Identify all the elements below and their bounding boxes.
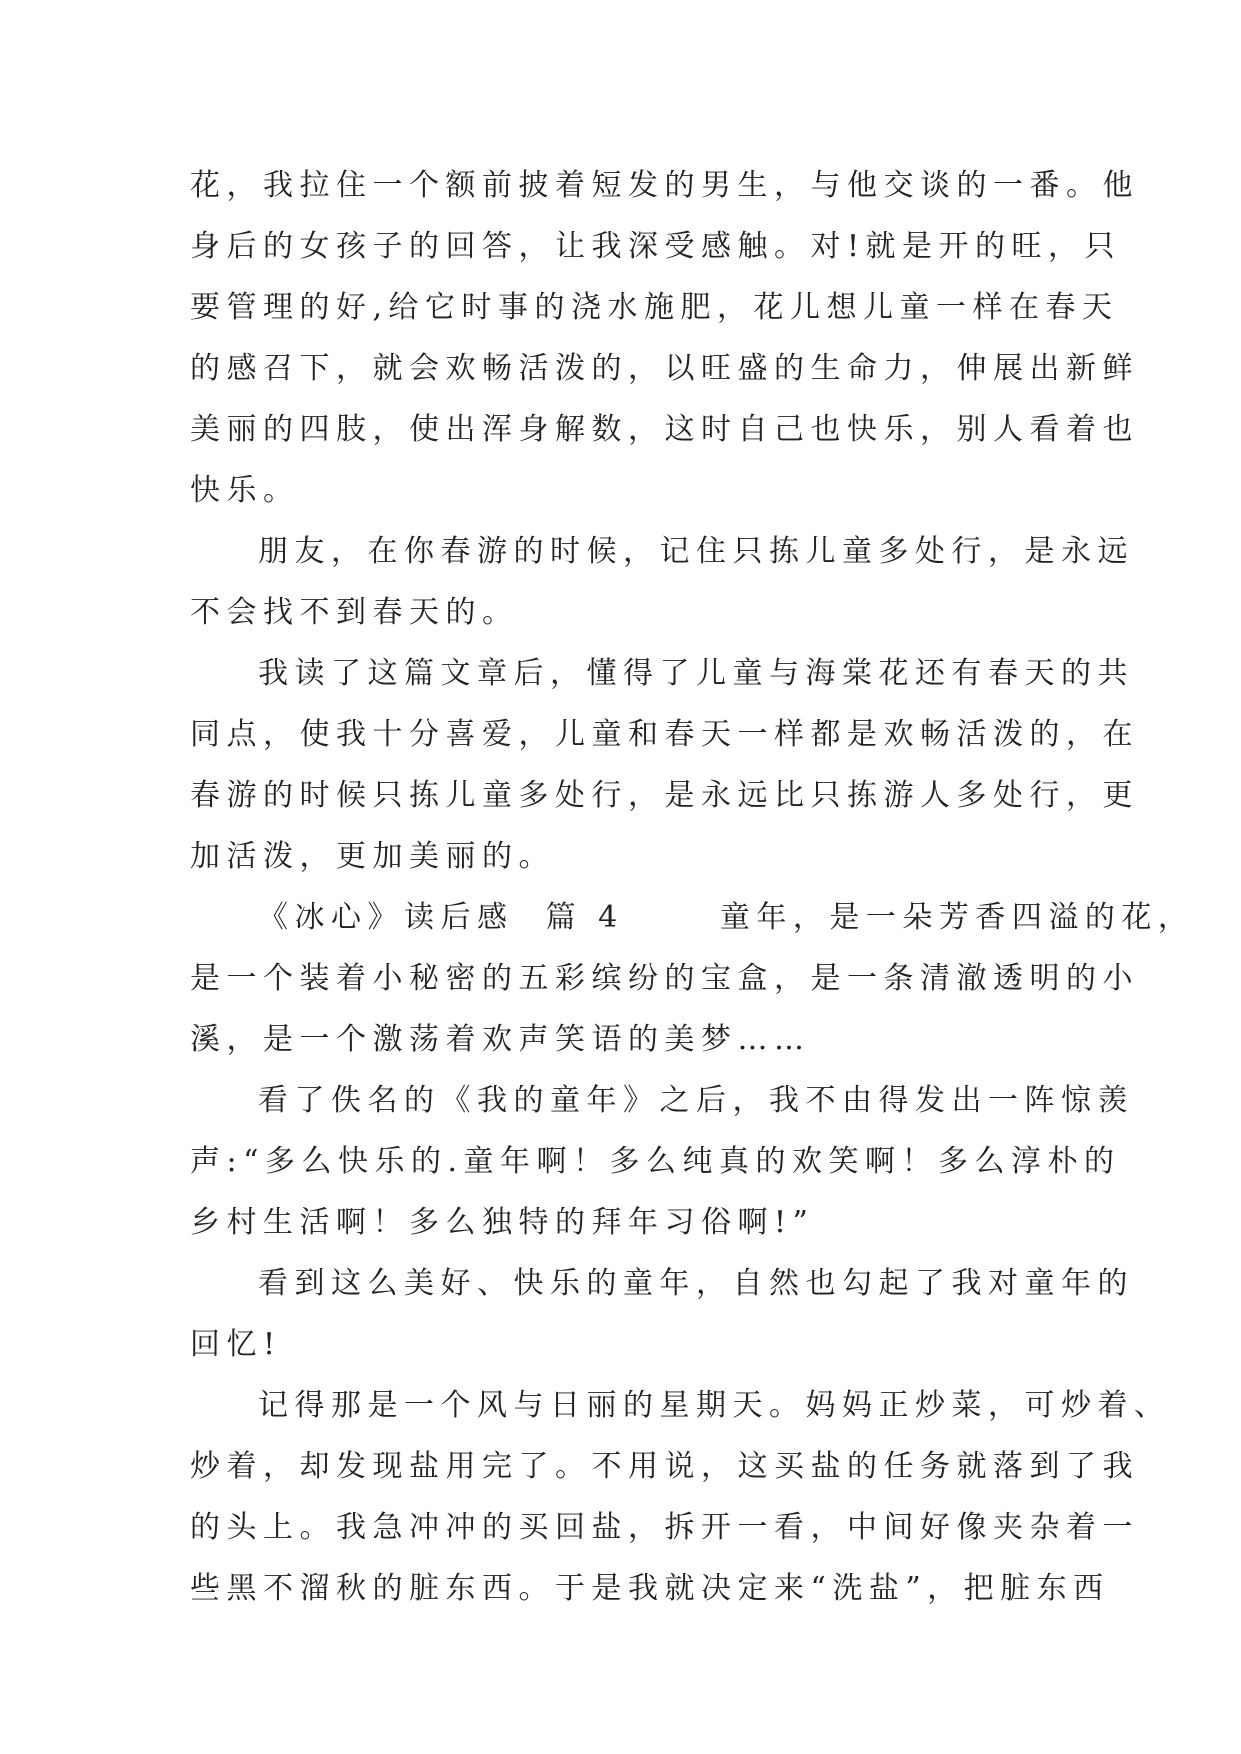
text-line: 是一个装着小秘密的五彩缤纷的宝盒，是一条清澈透明的小 (190, 961, 1139, 996)
paragraph-first-line: 记得那是一个风与日丽的星期天。妈妈正炒菜，可炒着、 (258, 1388, 1171, 1423)
text-line: 加活泼，更加美丽的。 (190, 839, 555, 874)
text-line: 美丽的四肢，使出浑身解数，这时自己也快乐，别人看着也 (190, 412, 1139, 447)
paragraph-first-line: 看了佚名的《我的童年》之后，我不由得发出一阵惊羡 (258, 1083, 1134, 1118)
text-line: 的感召下，就会欢畅活泼的，以旺盛的生命力，伸展出新鲜 (190, 351, 1139, 386)
text-line: 快乐。 (190, 473, 300, 508)
body-text (190, 155, 1195, 1619)
paragraph-first-line: 我读了这篇文章后，懂得了儿童与海棠花还有春天的共 (258, 656, 1134, 691)
text-line: 花，我拉住一个额前披着短发的男生，与他交谈的一番。他 (190, 168, 1139, 203)
paragraph-first-line: 朋友，在你春游的时候，记住只拣儿童多处行，是永远 (258, 534, 1134, 569)
text-line: 同点，使我十分喜爱，儿童和春天一样都是欢畅活泼的，在 (190, 717, 1139, 752)
text-line: 不会找不到春天的。 (190, 595, 519, 630)
text-line: 乡村生活啊！多么独特的拜年习俗啊!” (190, 1205, 815, 1240)
text-line: 回忆! (190, 1327, 282, 1362)
text-line: 声:“多么快乐的.童年啊！多么纯真的欢笑啊！多么淳朴的 (190, 1144, 1121, 1179)
text-line: 些黑不溜秋的脏东西。于是我就决定来“洗盐”，把脏东西 (190, 1571, 1110, 1606)
text-line: 要管理的好,给它时事的浇水施肥，花儿想儿童一样在春天 (190, 290, 1119, 325)
text-line: 溪，是一个激荡着欢声笑语的美梦…… (190, 1022, 811, 1057)
paragraph-first-line: 看到这么美好、快乐的童年，自然也勾起了我对童年的 (258, 1266, 1134, 1301)
text-line: 炒着，却发现盐用完了。不用说，这买盐的任务就落到了我 (190, 1449, 1139, 1484)
text-line: 身后的女孩子的回答，让我深受感触。对!就是开的旺，只 (190, 229, 1122, 264)
section-heading-line: 《冰心》读后感 篇 4 童年，是一朵芳香四溢的花， (258, 900, 1195, 935)
text-line: 春游的时候只拣儿童多处行，是永远比只拣游人多处行，更 (190, 778, 1139, 813)
text-line: 的头上。我急冲冲的买回盐，拆开一看，中间好像夹杂着一 (190, 1510, 1139, 1545)
